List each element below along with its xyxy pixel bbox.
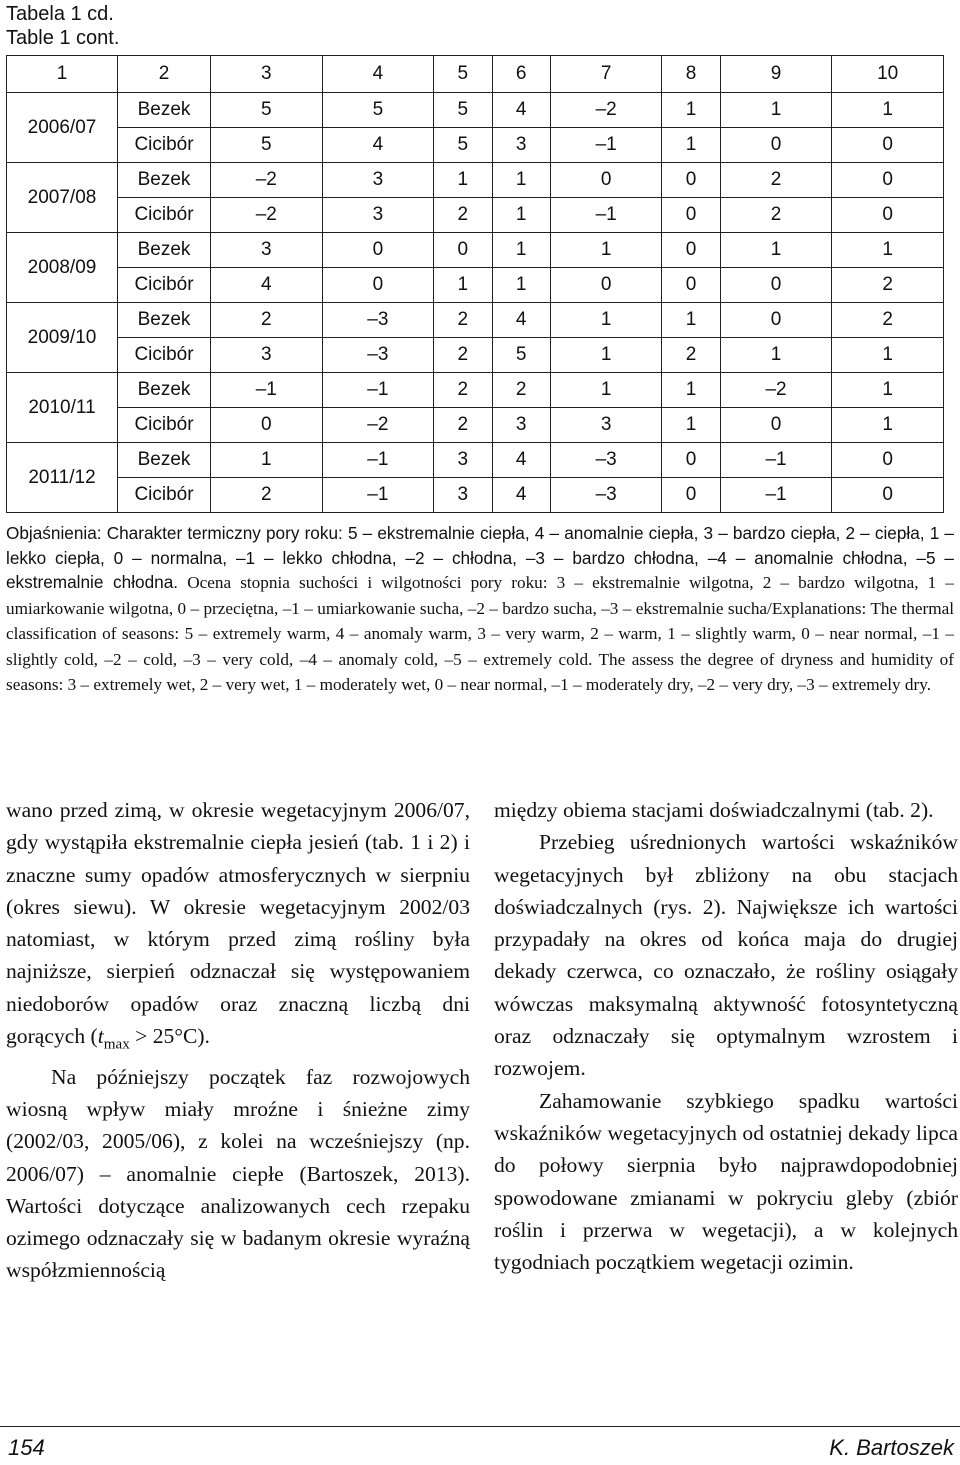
left-p1-end: > 25°C). [129,1024,210,1049]
page-footer [0,1426,960,1465]
value-cell: 1 [434,163,492,198]
value-cell: 1 [492,163,550,198]
value-cell: 1 [662,373,720,408]
station-cell: Cicibór [118,408,211,443]
value-cell: 2 [832,268,944,303]
table-row [7,443,944,478]
value-cell: 1 [492,268,550,303]
notes-thermal: Objaśnienia: Charakter termiczny pory roku: 5 – ekstremalnie ciepła, 4 – anomalnie ciepła, 3 – bardzo ciepła, 2 – ciepła, 1 – lekko ciepła, 0 – normalna, –1 – lekko chłodna, –2 – chłodna, –3 – bardzo chłodna, –4 – anomalnie chłodna, –5 – ekstremalnie chłodna. [6,523,954,592]
value-cell: –1 [322,373,434,408]
value-cell: 2 [434,303,492,338]
right-paragraph-3: Zahamowanie szybkiego spadku wartości wskaźników wegetacyjnych od ostatniej dekady lipca do połowy sierpnia było najprawdopodobniej spowodowane zmianami w pokryciu gleby (zbiór roślin i przerwa w wegetacji), a w kolejnych tygodniach początkiem wegetacji ozimin. [494,1088,958,1275]
value-cell: 0 [720,408,832,443]
value-cell: 0 [322,233,434,268]
value-cell: 5 [492,338,550,373]
value-cell: 4 [322,128,434,163]
value-cell: 1 [550,338,662,373]
table-row [7,198,944,233]
season-cell: 2008/09 [7,233,118,303]
right-paragraph-2: Przebieg uśrednionych wartości wskaźników wegetacyjnych był zbliżony na obu stacjach doświadczalnych (rys. 2). Największe ich wartości przypadały na okres od końca maja do drugiej dekady czerwca, co oznaczało, że rośliny osiągały wówczas maksymalną aktywność fotosyntetyczną oraz odznaczały się optymalnym wzrostem i rozwojem. [494,830,958,1081]
value-cell: 0 [720,128,832,163]
value-cell: 1 [550,233,662,268]
table-notes [6,521,954,698]
value-cell: 3 [211,233,323,268]
value-cell: 1 [832,338,944,373]
value-cell: 0 [662,443,720,478]
table-body [7,93,944,513]
value-cell: –1 [720,443,832,478]
value-cell: –3 [322,303,434,338]
t-symbol: t [97,1024,104,1049]
value-cell: 3 [322,198,434,233]
value-cell: 3 [434,443,492,478]
value-cell: 2 [720,198,832,233]
value-cell: 5 [322,93,434,128]
value-cell: –1 [720,478,832,513]
value-cell: 1 [720,233,832,268]
table-header-row [7,56,944,93]
value-cell: 1 [492,198,550,233]
value-cell: 1 [832,373,944,408]
value-cell: 0 [832,163,944,198]
max-subscript: max [103,1036,130,1053]
column-header: 2 [118,56,211,93]
value-cell: –1 [322,478,434,513]
value-cell: 0 [662,268,720,303]
left-p1-text: wano przed zimą, w okresie wegetacyjnym 2006/07, gdy wystąpiła ekstremalnie ciepła jesień (tab. 1 i 2) i znaczne sumy opadów atmosferycznych w sierpniu (okres siewu). W okresie wegetacyjnym 2002/03 natomiast, w którym przed zimą rośliny była najniższe, sierpień odznaczał się występowaniem niedoborów opadów oraz znaczną liczbą dni gorących ( [6,798,470,1049]
season-cell: 2009/10 [7,303,118,373]
right-paragraph-1: między obiema stacjami doświadczalnymi (tab. 2). [494,798,934,822]
station-cell: Cicibór [118,478,211,513]
value-cell: 1 [662,128,720,163]
column-header: 3 [211,56,323,93]
value-cell: –1 [550,128,662,163]
notes-humidity-explanations: Ocena stopnia suchości i wilgotności pory roku: 3 – ekstremalnie wilgotna, 2 – bardzo wilgotna, 1 – umiarkowanie wilgotna, 0 – przeciętna, –1 – umiarkowanie sucha, –2 – bardzo sucha, –3 – ekstremalnie sucha/Explanations: The thermal classification of seasons: 5 – extremely warm, 4 – anomaly warm, 3 – very warm, 2 – warm, 1 – slightly warm, 0 – near normal, –1 – slightly cold, –2 – cold, –3 – very cold, –4 – anomaly cold, –5 – extremely cold. The assess the degree of dryness and humidity of seasons: 3 – extremely wet, 2 – very wet, 1 – moderately wet, 0 – near normal, –1 – moderately dry, –2 – very dry, –3 – extremely dry. [6,573,954,694]
value-cell: –2 [720,373,832,408]
table-row [7,478,944,513]
station-cell: Cicibór [118,338,211,373]
caption-english: Table 1 cont. [6,27,120,49]
value-cell: 4 [492,93,550,128]
table-row [7,338,944,373]
right-column [494,794,958,1278]
station-cell: Cicibór [118,268,211,303]
value-cell: 3 [211,338,323,373]
value-cell: 0 [211,408,323,443]
value-cell: 2 [832,303,944,338]
value-cell: 0 [662,198,720,233]
value-cell: –3 [322,338,434,373]
left-paragraph-1 [6,794,470,1061]
value-cell: 2 [720,163,832,198]
value-cell: 0 [550,163,662,198]
column-header: 10 [832,56,944,93]
value-cell: 5 [211,93,323,128]
table-row [7,303,944,338]
page-number: 154 [8,1435,45,1460]
value-cell: –2 [322,408,434,443]
value-cell: 1 [832,93,944,128]
column-header: 8 [662,56,720,93]
author-name: K. Bartoszek [829,1435,954,1460]
table-row [7,373,944,408]
station-cell: Bezek [118,163,211,198]
table-row [7,233,944,268]
value-cell: 1 [434,268,492,303]
value-cell: 1 [662,303,720,338]
value-cell: 2 [434,198,492,233]
value-cell: 2 [434,408,492,443]
value-cell: 3 [492,128,550,163]
value-cell: 0 [832,478,944,513]
season-cell: 2006/07 [7,93,118,163]
value-cell: 3 [550,408,662,443]
data-table [6,55,944,513]
value-cell: 0 [662,478,720,513]
value-cell: 4 [492,443,550,478]
table-row [7,408,944,443]
season-cell: 2007/08 [7,163,118,233]
value-cell: 3 [434,478,492,513]
value-cell: –3 [550,443,662,478]
value-cell: 0 [322,268,434,303]
value-cell: 3 [322,163,434,198]
station-cell: Bezek [118,373,211,408]
value-cell: 0 [434,233,492,268]
value-cell: 1 [662,93,720,128]
value-cell: 0 [720,268,832,303]
value-cell: 1 [550,373,662,408]
value-cell: 1 [832,233,944,268]
value-cell: 5 [434,128,492,163]
station-cell: Cicibór [118,198,211,233]
value-cell: –3 [550,478,662,513]
value-cell: –2 [211,198,323,233]
value-cell: 1 [720,338,832,373]
value-cell: 2 [211,478,323,513]
station-cell: Bezek [118,233,211,268]
value-cell: 4 [492,303,550,338]
table-row [7,268,944,303]
station-cell: Cicibór [118,128,211,163]
value-cell: –1 [550,198,662,233]
value-cell: 2 [434,373,492,408]
column-header: 4 [322,56,434,93]
value-cell: 4 [211,268,323,303]
value-cell: 0 [832,198,944,233]
value-cell: 5 [434,93,492,128]
table-row [7,163,944,198]
table-row [7,128,944,163]
column-header: 7 [550,56,662,93]
column-header: 5 [434,56,492,93]
value-cell: 2 [211,303,323,338]
value-cell: –1 [211,373,323,408]
value-cell: 2 [434,338,492,373]
value-cell: 2 [492,373,550,408]
value-cell: 0 [550,268,662,303]
value-cell: 1 [662,408,720,443]
left-column [6,794,470,1287]
value-cell: 0 [662,233,720,268]
column-header: 1 [7,56,118,93]
value-cell: –2 [211,163,323,198]
season-cell: 2011/12 [7,443,118,513]
value-cell: –1 [322,443,434,478]
table-row [7,93,944,128]
value-cell: 0 [832,443,944,478]
value-cell: 0 [832,128,944,163]
column-header: 6 [492,56,550,93]
season-cell: 2010/11 [7,373,118,443]
value-cell: 2 [662,338,720,373]
value-cell: 3 [492,408,550,443]
value-cell: 1 [492,233,550,268]
column-header: 9 [720,56,832,93]
value-cell: –2 [550,93,662,128]
station-cell: Bezek [118,443,211,478]
caption-polish: Tabela 1 cd. [6,3,114,25]
value-cell: 4 [492,478,550,513]
table-caption [6,2,119,50]
value-cell: 0 [662,163,720,198]
value-cell: 1 [550,303,662,338]
value-cell: 0 [720,303,832,338]
data-table-container [6,55,944,513]
value-cell: 1 [832,408,944,443]
value-cell: 5 [211,128,323,163]
left-paragraph-2: Na późniejszy początek faz rozwojowych wiosną wpływ miały mroźne i śnieżne zimy (2002/03, 2005/06), z kolei na wcześniejszy (np. 2006/07) – anomalnie ciepłe (Bartoszek, 2013). Wartości dotyczące analizowanych cech rzepaku ozimego odznaczały się w badanym okresie wyraźną współzmiennością [6,1064,470,1283]
station-cell: Bezek [118,93,211,128]
station-cell: Bezek [118,303,211,338]
value-cell: 1 [211,443,323,478]
value-cell: 1 [720,93,832,128]
